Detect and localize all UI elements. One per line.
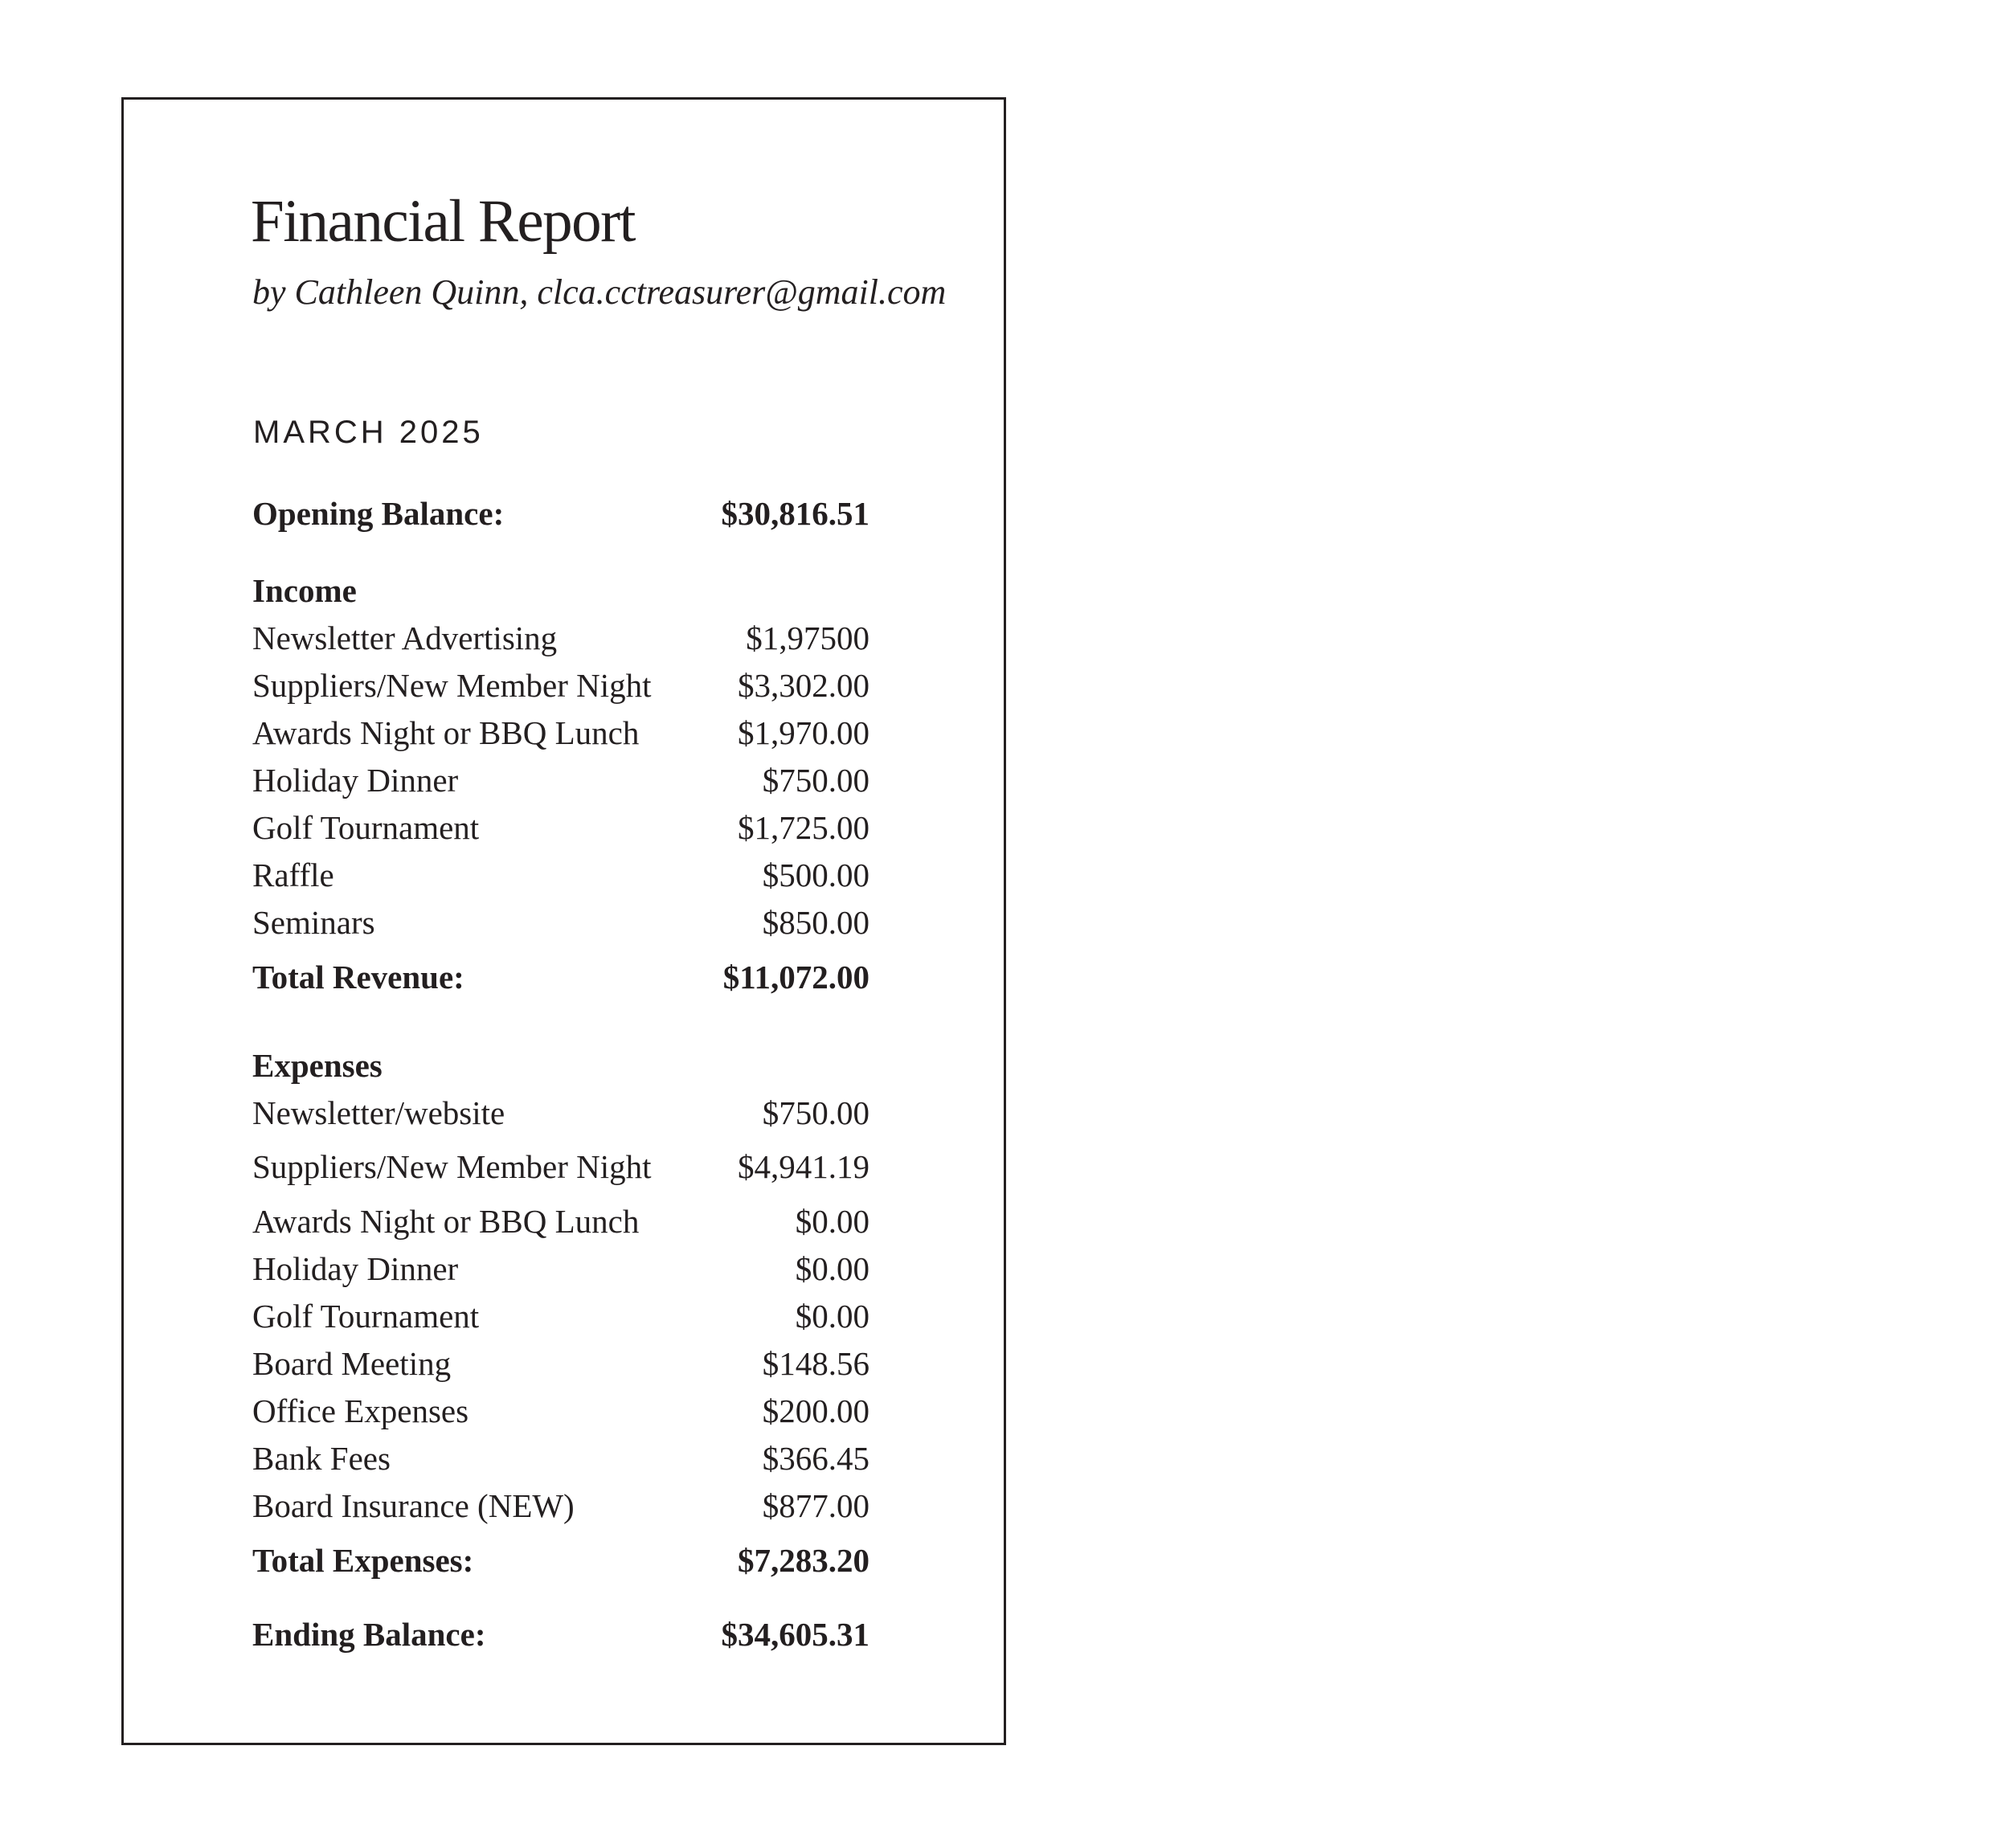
expense-item-label: Golf Tournament — [252, 1298, 480, 1335]
income-item-value: $850.00 — [762, 904, 869, 941]
opening-balance-label: Opening Balance: — [252, 495, 505, 532]
total-revenue-row — [252, 955, 869, 1000]
expense-item-label: Newsletter/website — [252, 1094, 505, 1131]
income-row — [252, 805, 869, 850]
expense-item-value: $877.00 — [762, 1487, 869, 1524]
income-item-label: Awards Night or BBQ Lunch — [252, 714, 640, 751]
income-row — [252, 615, 869, 660]
expense-item-value: $0.00 — [795, 1250, 869, 1287]
expense-item-value: $148.56 — [762, 1345, 869, 1382]
income-item-label: Suppliers/New Member Night — [252, 667, 652, 704]
income-heading: Income — [252, 572, 357, 609]
expenses-heading: Expenses — [252, 1047, 383, 1084]
expense-item-label: Board Insurance (NEW) — [252, 1487, 575, 1524]
expense-item-value: $0.00 — [795, 1203, 869, 1240]
income-row — [252, 663, 869, 708]
expense-row — [252, 1341, 869, 1386]
opening-balance-row — [252, 491, 869, 536]
income-row — [252, 710, 869, 755]
income-row — [252, 900, 869, 945]
income-item-label: Holiday Dinner — [252, 762, 459, 799]
report-period: MARCH 2025 — [253, 415, 484, 450]
ending-balance-value: $34,605.31 — [721, 1616, 869, 1653]
income-item-label: Raffle — [252, 857, 334, 893]
income-row — [252, 758, 869, 803]
expense-item-value: $0.00 — [795, 1298, 869, 1335]
total-expenses-value: $7,283.20 — [738, 1542, 869, 1579]
total-expenses-row — [252, 1538, 869, 1583]
ending-balance-row — [252, 1612, 869, 1657]
income-item-value: $3,302.00 — [738, 667, 869, 704]
expense-item-value: $750.00 — [762, 1094, 869, 1131]
expense-item-label: Holiday Dinner — [252, 1250, 459, 1287]
expense-row — [252, 1294, 869, 1339]
income-item-label: Seminars — [252, 904, 375, 941]
expense-row — [252, 1388, 869, 1433]
report-byline: by Cathleen Quinn, clca.cctreasurer@gmail.com — [252, 272, 947, 312]
total-expenses-label: Total Expenses: — [252, 1542, 474, 1579]
income-item-value: $1,725.00 — [738, 809, 869, 846]
income-item-value: $1,970.00 — [738, 714, 869, 751]
expense-item-label: Office Expenses — [252, 1392, 469, 1429]
income-item-value: $1,97500 — [746, 619, 869, 656]
expense-item-label: Board Meeting — [252, 1345, 452, 1382]
expense-item-value: $366.45 — [762, 1440, 869, 1477]
income-item-value: $500.00 — [762, 857, 869, 893]
expense-row — [252, 1483, 869, 1528]
income-item-label: Golf Tournament — [252, 809, 480, 846]
expense-row — [252, 1144, 869, 1189]
expense-row — [252, 1090, 869, 1135]
income-row — [252, 852, 869, 897]
expense-row — [252, 1246, 869, 1291]
expense-item-value: $4,941.19 — [738, 1148, 869, 1185]
expense-row — [252, 1436, 869, 1481]
expense-item-label: Bank Fees — [252, 1440, 391, 1477]
report-title: Financial Report — [251, 188, 635, 255]
opening-balance-value: $30,816.51 — [721, 495, 869, 532]
total-revenue-value: $11,072.00 — [722, 959, 869, 996]
income-item-value: $750.00 — [762, 762, 869, 799]
income-item-label: Newsletter Advertising — [252, 619, 558, 656]
expense-item-label: Awards Night or BBQ Lunch — [252, 1203, 640, 1240]
total-revenue-label: Total Revenue: — [252, 959, 464, 996]
expense-row — [252, 1199, 869, 1244]
expense-item-label: Suppliers/New Member Night — [252, 1148, 652, 1185]
ending-balance-label: Ending Balance: — [252, 1616, 486, 1653]
expense-item-value: $200.00 — [762, 1392, 869, 1429]
